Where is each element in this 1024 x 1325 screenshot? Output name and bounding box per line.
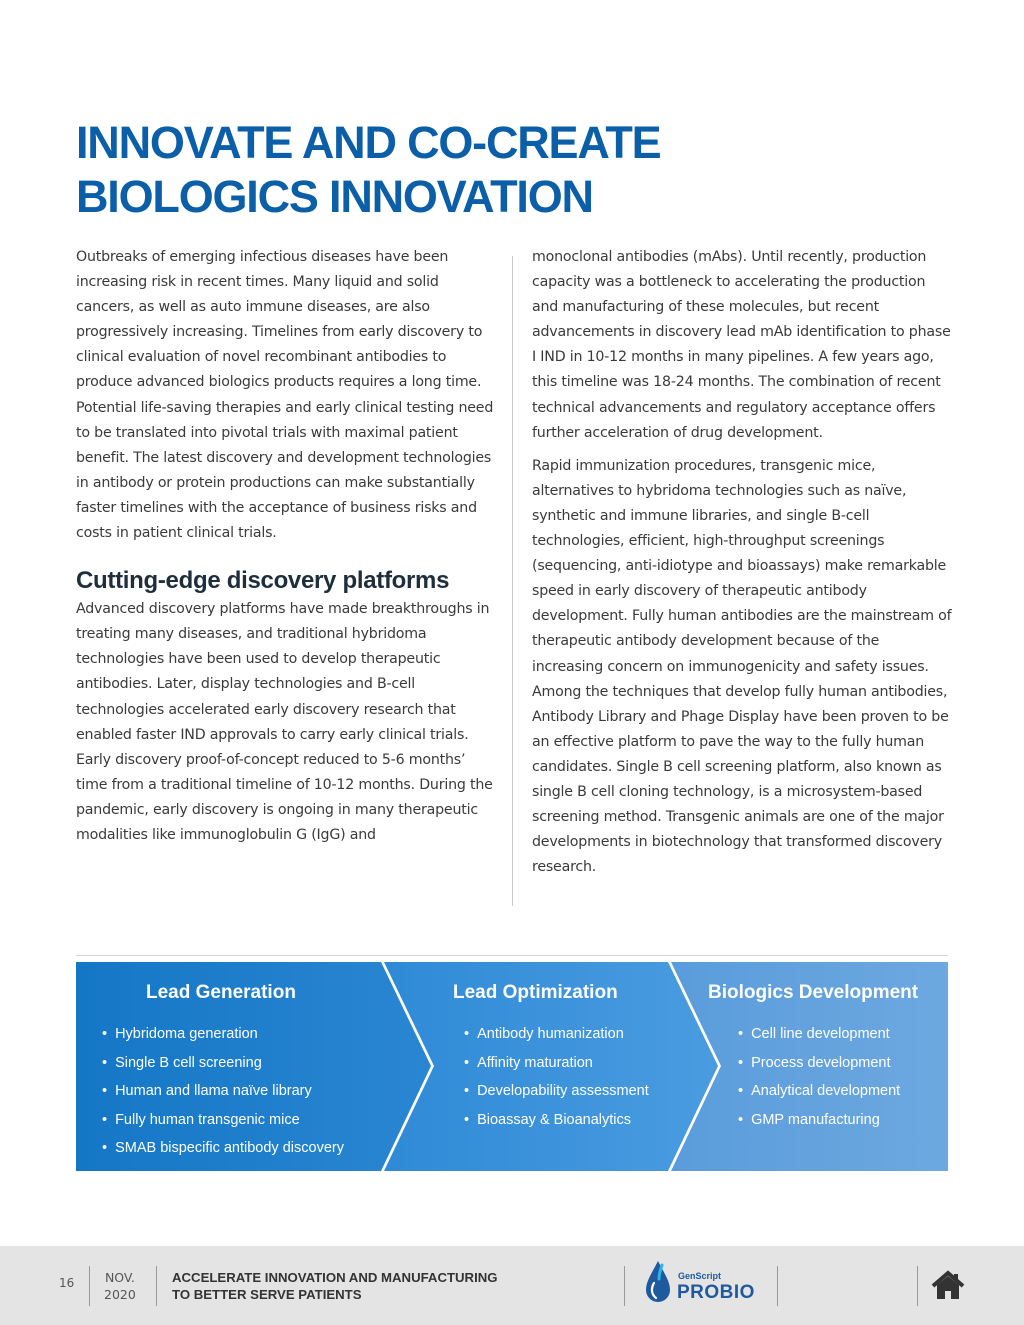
issue-year: 2020 (104, 1287, 136, 1302)
footer-divider (89, 1266, 90, 1306)
droplet-icon (642, 1259, 674, 1307)
page-title (76, 116, 836, 224)
home-button[interactable] (930, 1268, 966, 1304)
list-item: • Antibody humanization (464, 1020, 649, 1049)
intro-paragraph: Outbreaks of emerging infectious diseases have been increasing risk in recent times. Many liquid and solid cancers, as well as auto immune diseases, are also progressively increasing. Timelines from early discovery to clinical evaluation of novel recombinant antibodies to produce advanced biologics products requires a long time. Potential life-saving therapies and early clinical testing need to be translated into pivotal trials with maximal patient benefit. The latest discovery and development technologies in antibody or protein productions can make substantially faster timelines with the acceptance of business risks and costs in patient clinical trials. (76, 249, 494, 542)
list-item: • Bioassay & Bioanalytics (464, 1106, 649, 1135)
stage-title-lead-generation: Lead Generation (146, 982, 296, 1003)
footer-divider (624, 1266, 625, 1306)
list-item: • Cell line development (738, 1020, 900, 1049)
issue-date (104, 1269, 136, 1303)
page-number: 16 (59, 1276, 75, 1290)
title-line-2: BIOLOGICS INNOVATION (76, 171, 593, 222)
footer-divider (156, 1266, 157, 1306)
stage-list-lead-optimization (464, 1020, 649, 1134)
genscript-probio-logo (640, 1258, 770, 1308)
diagram-top-rule (76, 955, 948, 956)
list-item: • Human and llama naïve library (102, 1077, 344, 1106)
right-column (532, 245, 952, 880)
page-footer (0, 1246, 1024, 1325)
tagline-line-1: ACCELERATE INNOVATION AND MANUFACTURING (172, 1270, 498, 1285)
stage-title-biologics-development: Biologics Development (708, 982, 919, 1003)
list-item: • SMAB bispecific antibody discovery (102, 1134, 344, 1163)
section-subheading: Cutting-edge discovery platforms (76, 567, 450, 595)
issue-month: NOV. (104, 1270, 135, 1285)
list-item: • Hybridoma generation (102, 1020, 344, 1049)
pipeline-diagram (76, 962, 948, 1171)
stage-title-lead-optimization: Lead Optimization (453, 982, 618, 1003)
list-item: • Process development (738, 1049, 900, 1078)
immunization-paragraph: Rapid immunization procedures, transgenic mice, alternatives to hybridoma technologies such as naïve, synthetic and immune libraries, and single B-cell technologies, efficient, high-throughput screenings (sequencing, anti-idiotype and bioassays) make remarkable speed in early discovery of therapeutic antibody development. Fully human antibodies are the mainstream of therapeutic antibody development because of the increasing concern on immunogenicity and safety issues. Among the techniques that develop fully human antibodies, Antibody Library and Phage Display have been proven to be an effective platform to pave the way to the fully human candidates. Single B cell screening platform, also known as single B cell cloning technology, is a microsystem-based screening method. Transgenic animals are one of the major developments in biotechnology that transformed discovery research. (532, 457, 952, 876)
footer-divider (917, 1266, 918, 1306)
list-item: • Affinity maturation (464, 1049, 649, 1078)
stage-list-lead-generation (102, 1020, 344, 1163)
footer-tagline (172, 1269, 498, 1303)
column-divider (512, 256, 513, 906)
logo-small-text: GenScript (678, 1271, 722, 1281)
tagline-line-2: TO BETTER SERVE PATIENTS (172, 1287, 362, 1302)
list-item: • GMP manufacturing (738, 1106, 900, 1135)
list-item: • Developability assessment (464, 1077, 649, 1106)
left-column (76, 245, 496, 848)
mabs-paragraph: monoclonal antibodies (mAbs). Until recently, production capacity was a bottleneck to accelerating the production and manufacturing of these molecules, but recent advancements in discovery lead mAb identification to phase I IND in 10-12 months in many pipelines. A few years ago, this timeline was 18-24 months. The combination of recent technical advancements and regulatory acceptance offers further acceleration of drug development. (532, 249, 951, 441)
footer-divider (777, 1266, 778, 1306)
stage-list-biologics-development (738, 1020, 900, 1134)
home-icon (930, 1268, 966, 1304)
list-item: • Single B cell screening (102, 1049, 344, 1078)
list-item: • Fully human transgenic mice (102, 1106, 344, 1135)
list-item: • Analytical development (738, 1077, 900, 1106)
logo-big-text: PROBIO (677, 1282, 755, 1303)
title-line-1: INNOVATE AND CO-CREATE (76, 117, 661, 168)
discovery-paragraph: Advanced discovery platforms have made breakthroughs in treating many diseases, and traditional hybridoma technologies have been used to develop therapeutic antibodies. Later, display technologies and B-cell technologies accelerated early discovery research that enabled faster IND approvals to carry early clinical trials. Early discovery proof-of-concept reduced to 5-6 months’ time from a traditional timeline of 10-12 months. During the pandemic, early discovery is ongoing in many therapeutic modalities like immunoglobulin G (IgG) and (76, 601, 493, 843)
